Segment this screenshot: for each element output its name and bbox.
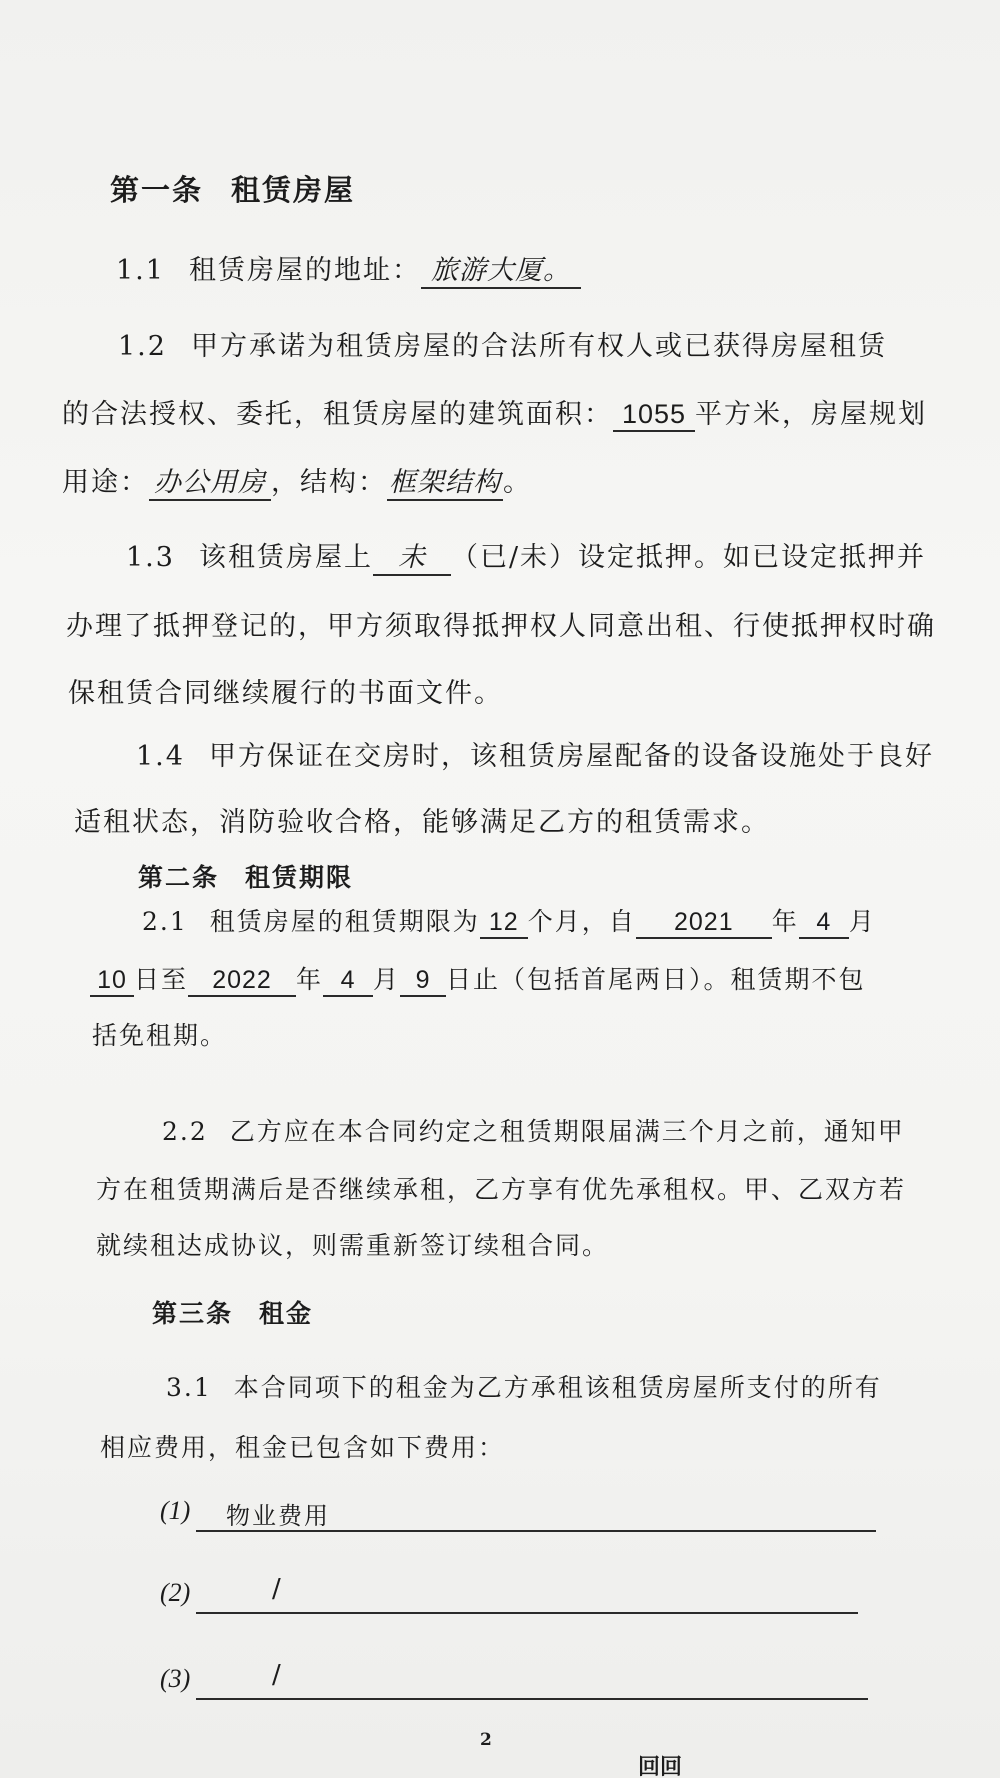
fee-item-1-value: 物业费用 xyxy=(226,1502,330,1530)
clause-1-3-text-1a: 该租赁房屋上 xyxy=(198,542,373,573)
fee-item-3-value: / xyxy=(272,1660,283,1690)
clause-1-3-line-2: 办理了抵押登记的，甲方须取得抵押权人同意出租、行使抵押权时确 xyxy=(66,611,936,642)
clause-2-2-text-1: 乙方应在本合同约定之租赁期限届满三个月之前，通知甲 xyxy=(229,1117,905,1146)
clause-1-2-line-1 xyxy=(118,324,887,363)
article-3-heading xyxy=(152,1294,313,1330)
clause-1-4-line-1 xyxy=(136,734,934,773)
clause-2-1-text-1: 租赁房屋的租赁期限为 xyxy=(209,907,480,936)
article-1-heading xyxy=(110,168,355,209)
end-year-value: 2022 xyxy=(188,965,296,997)
clause-2-1-line-3: 括免租期。 xyxy=(92,1021,228,1050)
clause-1-3-line-1 xyxy=(126,535,926,576)
clause-1-2-text-3b: ，结构： xyxy=(271,467,387,498)
clause-1-2-text-2b: 平方米，房屋规划 xyxy=(695,399,927,430)
mortgage-status-value: 未 xyxy=(373,542,451,576)
clause-3-1-line-2: 相应费用，租金已包含如下费用： xyxy=(100,1433,506,1462)
fee-item-1-label: (1) xyxy=(160,1496,191,1525)
clause-1-4-number: 1.4 xyxy=(136,741,185,772)
clause-2-1-line-2 xyxy=(90,960,866,997)
article-1-number: 第一条 xyxy=(110,173,204,207)
clause-3-1-line-1 xyxy=(166,1368,882,1404)
article-3-number: 第三条 xyxy=(152,1299,234,1328)
article-2-number: 第二条 xyxy=(138,863,220,892)
clause-1-3-text-1b: （已/未）设定抵押。如已设定抵押并 xyxy=(450,542,927,573)
fee-item-2-value: / xyxy=(272,1574,283,1604)
address-tail: 。 xyxy=(542,255,571,286)
address-value: 旅游大厦 xyxy=(430,255,543,286)
clause-2-1-text-4: 月 xyxy=(848,907,876,936)
fee-item-2-label: (2) xyxy=(160,1578,191,1607)
fee-item-2-line xyxy=(196,1612,858,1614)
clause-1-3-number: 1.3 xyxy=(126,542,175,573)
clause-1-2-text-3a: 用途： xyxy=(62,467,149,498)
clause-1-4-line-2: 适租状态，消防验收合格，能够满足乙方的租赁需求。 xyxy=(74,807,770,838)
article-3-title: 租金 xyxy=(259,1299,314,1328)
clause-3-1-number: 3.1 xyxy=(166,1373,212,1402)
end-month-value: 4 xyxy=(323,965,373,997)
clause-2-2-line-2: 方在租赁期满后是否继续承租，乙方享有优先承租权。甲、乙双方若 xyxy=(96,1175,907,1204)
article-2-heading xyxy=(138,858,353,894)
clause-1-2-number: 1.2 xyxy=(118,331,167,362)
end-day-value: 9 xyxy=(400,965,446,997)
fee-item-3-label: (3) xyxy=(160,1664,191,1693)
planned-use-value: 办公用房 xyxy=(149,467,271,501)
fee-item-3-line xyxy=(196,1698,868,1700)
article-2-title: 租赁期限 xyxy=(245,863,354,892)
clause-3-1-text-1: 本合同项下的租金为乙方承租该租赁房屋所支付的所有 xyxy=(233,1373,882,1402)
clause-2-1-text-7: 月 xyxy=(373,965,401,994)
clause-1-2-line-3 xyxy=(62,460,532,501)
clause-1-1 xyxy=(116,248,581,289)
clause-1-2-text-1: 甲方承诺为租赁房屋的合法所有权人或已获得房屋租赁 xyxy=(190,331,887,362)
clause-2-2-number: 2.2 xyxy=(162,1117,208,1146)
clause-1-1-number: 1.1 xyxy=(116,255,165,286)
start-year-value: 2021 xyxy=(636,907,772,939)
clause-2-1-line-1 xyxy=(142,902,876,939)
clause-2-2-line-1 xyxy=(162,1112,905,1148)
clause-2-1-text-8: 日止（包括首尾两日）。租赁期不包 xyxy=(446,965,866,994)
clause-1-3-line-3: 保租赁合同继续履行的书面文件。 xyxy=(68,678,503,709)
address-field xyxy=(421,255,581,289)
lease-months-value: 12 xyxy=(480,907,528,939)
clause-2-1-text-5: 日至 xyxy=(134,965,189,994)
structure-value: 框架结构 xyxy=(387,467,503,501)
fee-item-1-line xyxy=(196,1530,876,1532)
clause-1-1-text: 租赁房屋的地址： xyxy=(188,255,421,286)
clause-2-1-text-3: 年 xyxy=(771,907,799,936)
start-month-value: 4 xyxy=(799,907,849,939)
page-number: 2 xyxy=(480,1730,492,1750)
clause-2-1-number: 2.1 xyxy=(142,907,188,936)
qr-corner-mark: 回回 xyxy=(638,1755,683,1778)
clause-2-1-text-2: 个月，自 xyxy=(527,907,636,936)
clause-1-2-text-2a: 的合法授权、委托，租赁房屋的建筑面积： xyxy=(62,399,613,430)
clause-1-2-line-2 xyxy=(62,392,927,432)
clause-2-1-text-6: 年 xyxy=(296,965,324,994)
clause-2-2-line-3: 就续租达成协议，则需重新签订续租合同。 xyxy=(96,1231,610,1260)
area-value: 1055 xyxy=(613,398,695,432)
start-day-value: 10 xyxy=(90,965,134,997)
clause-1-4-text-1: 甲方保证在交房时，该租赁房屋配备的设备设施处于良好 xyxy=(208,741,934,772)
article-1-title: 租赁房屋 xyxy=(231,173,356,207)
clause-1-2-text-3c: 。 xyxy=(503,467,532,498)
